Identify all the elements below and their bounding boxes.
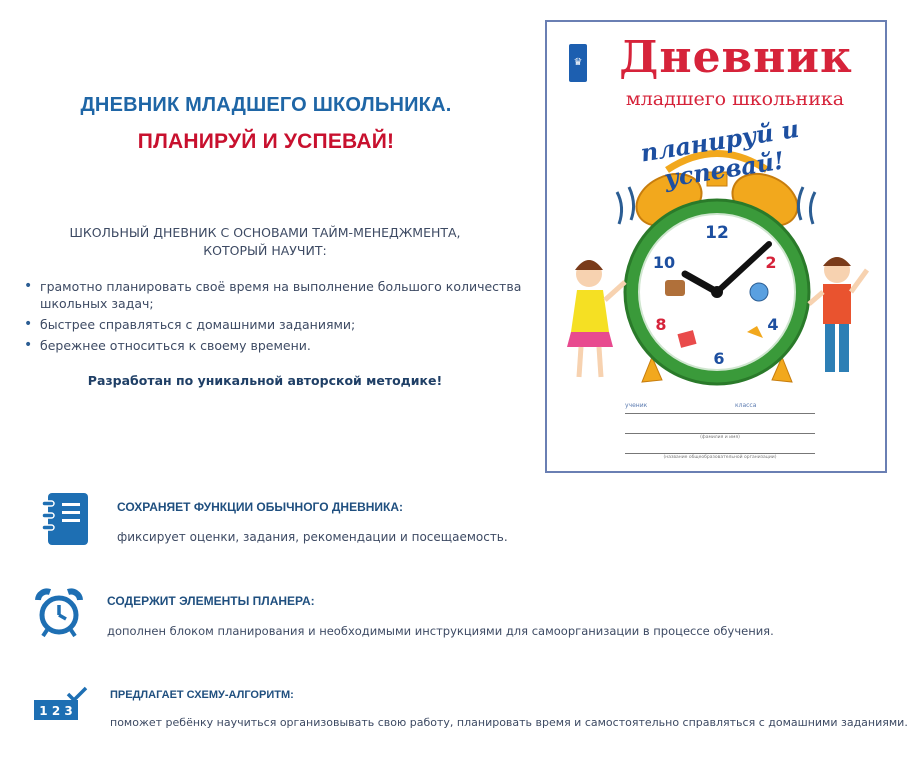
clock-number: 12: [705, 223, 729, 243]
cover-title: Дневник: [619, 32, 853, 83]
notebook-icon: [40, 491, 90, 547]
clock-number: 8: [655, 315, 667, 334]
headline-line-2: ПЛАНИРУЙ И УСПЕВАЙ!: [137, 130, 395, 153]
numbers-icon-text: 1 2 3: [39, 704, 73, 718]
method-note: Разработан по уникальной авторской методике!: [87, 373, 443, 388]
benefit-item: • бережнее относиться к своему времени.: [24, 337, 544, 354]
feature-title: ПРЕДЛАГАЕТ СХЕМУ-АЛГОРИТМ:: [110, 689, 294, 701]
intro-line-2: КОТОРЫЙ НАУЧИТ:: [203, 243, 327, 258]
feature-title: СОДЕРЖИТ ЭЛЕМЕНТЫ ПЛАНЕРА:: [107, 594, 315, 608]
clock-number: 10: [652, 253, 676, 272]
feature-title: СОХРАНЯЕТ ФУНКЦИИ ОБЫЧНОГО ДНЕВНИКА:: [117, 500, 404, 514]
alarm-clock-icon: [34, 588, 84, 638]
cover-label-student: ученик: [625, 402, 648, 409]
clock-number: 4: [767, 315, 779, 334]
cover-line: [625, 400, 815, 414]
benefit-item: • быстрее справляться с домашними заданиями;: [24, 316, 544, 333]
cover-name-fields: [625, 400, 815, 460]
headline-line-1: ДНЕВНИК МЛАДШЕГО ШКОЛЬНИКА.: [80, 94, 452, 116]
benefits-list: [24, 278, 544, 358]
cover-slogan: планируй и успевай!: [638, 113, 801, 194]
clock-number: 6: [713, 349, 725, 368]
cover-subtitle: младшего школьника: [625, 88, 845, 110]
cover-caption-school: (название общеобразовательной организации): [663, 455, 777, 460]
cover-line: [625, 440, 815, 460]
publisher-logo: ♛: [569, 44, 587, 82]
intro-line-1: ШКОЛЬНЫЙ ДНЕВНИК С ОСНОВАМИ ТАЙМ-МЕНЕДЖМЕНТА,: [69, 225, 461, 240]
intro-text: [30, 224, 500, 260]
cover-line: [625, 420, 815, 440]
cover-label-class: класса: [735, 402, 757, 409]
feature-text: поможет ребёнку научиться организовывать свою работу, планировать время и самостоятельно справляться с домашними заданиями.: [110, 716, 908, 729]
feature-text: дополнен блоком планирования и необходимыми инструкциями для самоорганизации в процессе обучения.: [107, 624, 774, 638]
book-cover: [545, 20, 887, 473]
cover-caption-name: (фамилия и имя): [700, 435, 740, 440]
benefit-item: • грамотно планировать своё время на выполнение большого количества школьных задач;: [24, 278, 544, 312]
feature-text: фиксирует оценки, задания, рекомендации и посещаемость.: [117, 530, 508, 544]
numbers-check-icon: [34, 686, 90, 722]
clock-number: 2: [765, 253, 777, 272]
